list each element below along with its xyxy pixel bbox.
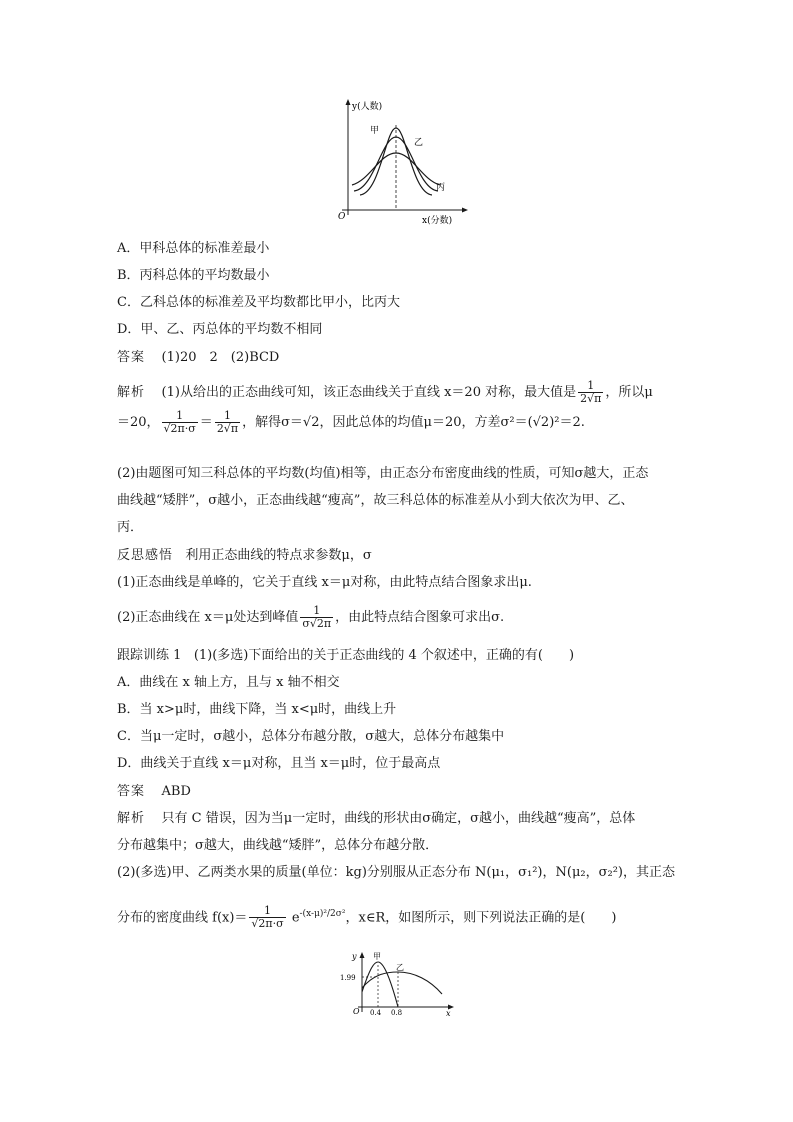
analysis-text: ＝20， xyxy=(117,415,160,430)
training-label: 跟踪训练 1 xyxy=(117,648,182,663)
fraction: $\frac{1}{√2\pi\cdot\sigma}$ xyxy=(163,409,196,435)
analysis-line-1 xyxy=(117,380,653,405)
training-answer xyxy=(117,783,191,801)
option-b: B．丙科总体的平均数最小 xyxy=(117,268,270,283)
analysis-label: 解析 xyxy=(117,385,146,400)
x-tick-label: 0.8 xyxy=(391,1009,403,1017)
reflection-label: 反思感悟 xyxy=(117,548,174,563)
analysis-text: ＝ xyxy=(199,415,213,430)
analysis-text: ，所以μ xyxy=(605,385,653,400)
analysis-text: 只有 C 错误，因为当μ一定时，曲线的形状由σ确定，σ越小，曲线越“瘦高”，总体 xyxy=(161,811,636,826)
option-c: C．乙科总体的标准差及平均数都比甲小，比丙大 xyxy=(117,295,400,310)
answer-label: 答案 xyxy=(117,350,146,365)
reflection-text: (2)正态曲线在 x＝μ处达到峰值 xyxy=(117,610,299,625)
option-a: A．甲科总体的标准差最小 xyxy=(117,241,270,256)
x-tick-label: 0.4 xyxy=(370,1009,382,1017)
answer-label: 答案 xyxy=(117,784,146,799)
exp-base: e xyxy=(291,910,300,926)
reflection-text: ，由此特点结合图象可求出σ. xyxy=(335,610,505,625)
fraction: $\frac{1}{2√\pi}$ xyxy=(580,379,602,405)
curve-label-bing: 丙 xyxy=(436,183,446,193)
x-axis-label: x xyxy=(446,1009,451,1018)
y-axis-label: y(人数) xyxy=(352,102,383,112)
analysis-line-4: 曲线越“矮胖”，σ越小，正态曲线越“瘦高”，故三科总体的标准差从小到大依次为甲、乙、 xyxy=(117,493,634,508)
option-d: D．甲、乙、丙总体的平均数不相同 xyxy=(117,322,323,337)
reflection-title: 利用正态曲线的特点求参数μ，σ xyxy=(185,548,372,563)
training-option-b: B．当 x>μ时，曲线下降，当 x<μ时，曲线上升 xyxy=(117,702,397,717)
analysis-text: ，解得σ＝√2，因此总体的均值μ＝20，方差σ²＝(√2)²＝2. xyxy=(242,415,585,430)
training-question-1 xyxy=(117,647,574,665)
reflection-item-2 xyxy=(117,605,504,630)
training-analysis-1 xyxy=(117,810,635,828)
analysis-line-5: 丙． xyxy=(117,520,144,535)
answer-text: (1)20 2 (2)BCD xyxy=(161,350,280,365)
y-tick-label: 1.99 xyxy=(340,974,356,982)
analysis-text: (1)从给出的正态曲线可知，该正态曲线关于直线 x＝20 对称，最大值是 xyxy=(161,385,577,400)
training-question-text: (1)(多选)下面给出的关于正态曲线的 4 个叙述中，正确的有( ) xyxy=(193,648,575,663)
curve-label-jia: 甲 xyxy=(370,126,380,136)
question-text: ，x∈R，如图所示，则下列说法正确的是( ) xyxy=(345,910,617,926)
fruit-density-figure xyxy=(338,950,458,1018)
curve-jia xyxy=(362,962,398,1007)
curve-label-jia: 甲 xyxy=(373,952,381,961)
answer-text: ABD xyxy=(161,784,191,799)
fraction: $\frac{1}{√2\pi\cdot\sigma}$ xyxy=(251,904,284,931)
x-axis-label: x(分数) xyxy=(422,216,453,226)
curve-label-yi: 乙 xyxy=(414,138,424,148)
origin-label: O xyxy=(353,1007,360,1016)
curve-yi xyxy=(362,972,442,994)
normal-curves-figure xyxy=(330,95,470,227)
curve-label-yi: 乙 xyxy=(396,963,404,972)
exp-power: -(x-μ)²/2σ² xyxy=(299,909,346,919)
question-text: 分布的密度曲线 f(x)＝ xyxy=(117,910,248,926)
training-analysis-2: 分布越集中；σ越大，曲线越“矮胖”，总体分布越分散． xyxy=(117,838,439,853)
analysis-line-3: (2)由题图可知三科总体的平均数(均值)相等，由正态分布密度曲线的性质，可知σ越大，正态 xyxy=(117,466,649,481)
reflection-item-1: (1)正态曲线是单峰的，它关于直线 x＝μ对称，由此特点结合图象求出μ. xyxy=(117,575,532,590)
training-question-2-line-1: (2)(多选)甲、乙两类水果的质量(单位：kg)分别服从正态分布 N(μ₁，σ₁²)，N(μ₂，σ₂²)，其正态 xyxy=(117,865,675,880)
fraction: $\frac{1}{2√\pi}$ xyxy=(216,409,239,435)
analysis-line-2 xyxy=(117,410,585,435)
y-axis-label: y xyxy=(352,952,357,961)
origin-label: O xyxy=(338,212,346,222)
answer-1 xyxy=(117,349,279,367)
analysis-label: 解析 xyxy=(117,811,146,826)
reflection-heading xyxy=(117,547,372,565)
training-question-2-line-2 xyxy=(117,905,616,930)
training-option-d: D．曲线关于直线 x＝μ对称，且当 x＝μ时，位于最高点 xyxy=(117,756,441,771)
fraction: $\frac{1}{\sigma√2\pi}$ xyxy=(302,604,332,630)
training-option-a: A．曲线在 x 轴上方，且与 x 轴不相交 xyxy=(117,675,340,690)
training-option-c: C．当μ一定时，σ越小，总体分布越分散，σ越大，总体分布越集中 xyxy=(117,729,505,744)
